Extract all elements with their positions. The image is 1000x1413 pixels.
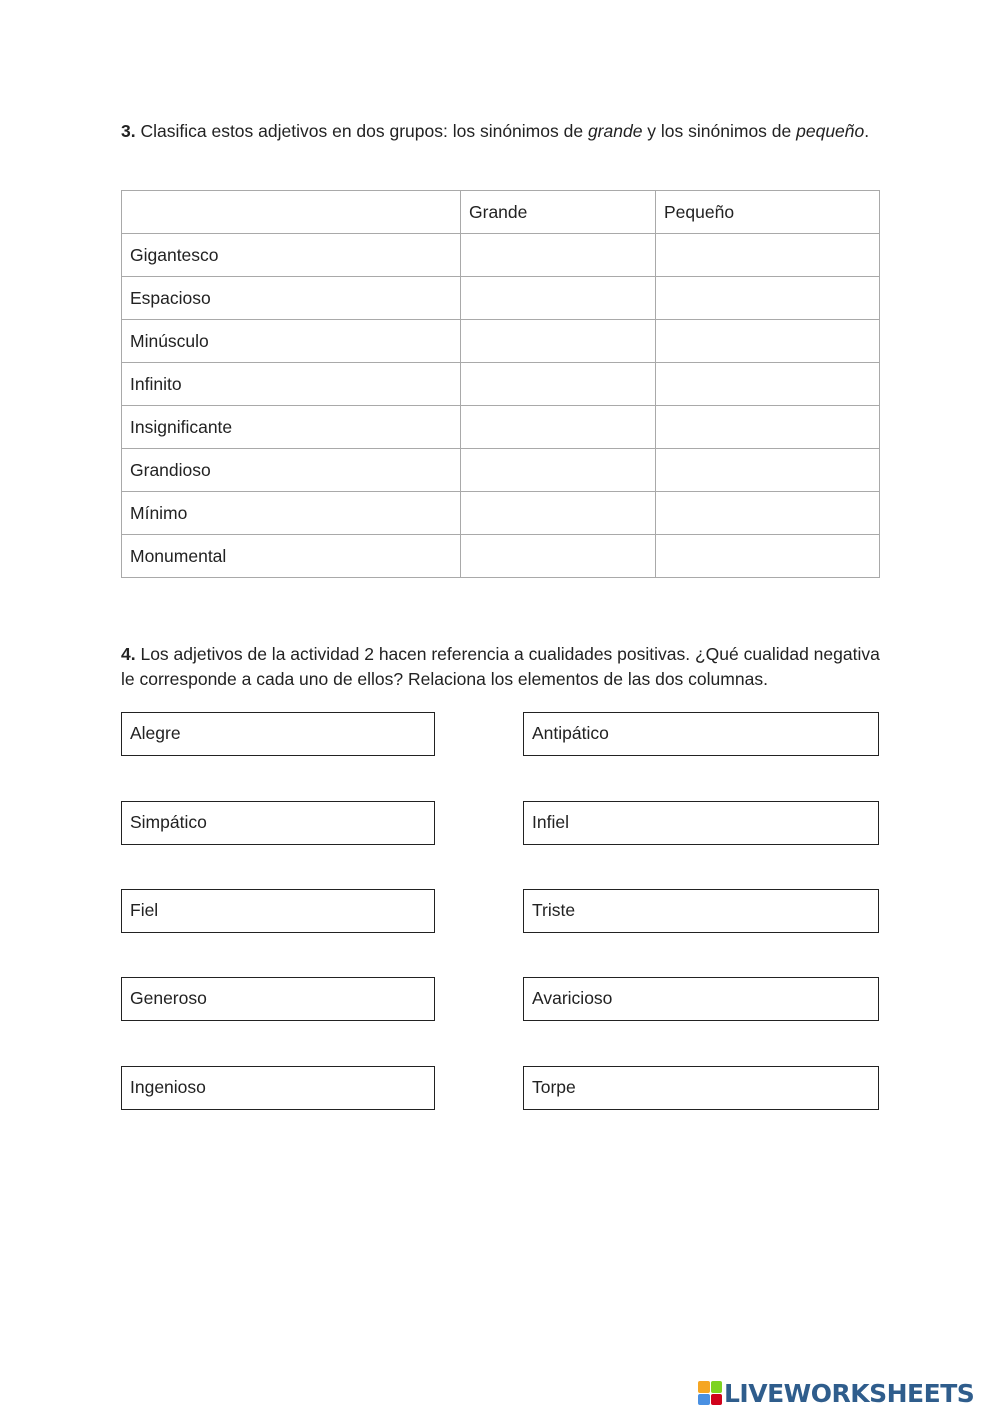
logo-square-3: [698, 1394, 710, 1406]
exercise-3-text-a: Clasifica estos adjetivos en dos grupos: los sinónimos de: [135, 121, 588, 141]
table-header-row: [122, 191, 880, 234]
table-row: [122, 320, 880, 363]
adjective-cell: Monumental: [122, 535, 461, 578]
match-right-item[interactable]: Torpe: [523, 1066, 879, 1110]
adjective-cell: Minúsculo: [122, 320, 461, 363]
exercise-3-number: 3.: [121, 121, 136, 141]
match-left-item[interactable]: Ingenioso: [121, 1066, 435, 1110]
exercise-3-instructions: [121, 119, 881, 144]
exercise-4-instructions: [121, 642, 881, 692]
match-left-item[interactable]: Generoso: [121, 977, 435, 1021]
table-row: [122, 406, 880, 449]
grande-answer-cell[interactable]: [461, 234, 656, 277]
pequeno-answer-cell[interactable]: [656, 535, 880, 578]
grande-answer-cell[interactable]: [461, 320, 656, 363]
table-row: [122, 492, 880, 535]
adjective-cell: Grandioso: [122, 449, 461, 492]
adjective-cell: Infinito: [122, 363, 461, 406]
table-row: [122, 535, 880, 578]
match-left-item[interactable]: Simpático: [121, 801, 435, 845]
header-cell-pequeno: Pequeño: [656, 191, 880, 234]
logo-square-1: [698, 1381, 710, 1393]
match-right-item[interactable]: Avaricioso: [523, 977, 879, 1021]
exercise-3-word-pequeno: pequeño: [796, 121, 865, 141]
match-left-item[interactable]: Alegre: [121, 712, 435, 756]
adjective-cell: Gigantesco: [122, 234, 461, 277]
adjective-cell: Espacioso: [122, 277, 461, 320]
exercise-3-word-grande: grande: [587, 121, 643, 141]
pequeno-answer-cell[interactable]: [656, 406, 880, 449]
pequeno-answer-cell[interactable]: [656, 492, 880, 535]
match-right-item[interactable]: Triste: [523, 889, 879, 933]
table-row: [122, 277, 880, 320]
pequeno-answer-cell[interactable]: [656, 277, 880, 320]
match-right-item[interactable]: Infiel: [523, 801, 879, 845]
header-cell-adjective: [122, 191, 461, 234]
grande-answer-cell[interactable]: [461, 277, 656, 320]
table-row: [122, 363, 880, 406]
pequeno-answer-cell[interactable]: [656, 234, 880, 277]
match-right-item[interactable]: Antipático: [523, 712, 879, 756]
exercise-3-text-b: y los sinónimos de: [642, 121, 797, 141]
table-row: [122, 234, 880, 277]
logo-grid-icon: [698, 1381, 722, 1405]
grande-answer-cell[interactable]: [461, 492, 656, 535]
exercise-4-number: 4.: [121, 644, 136, 664]
logo-text: LIVEWORKSHEETS: [724, 1378, 975, 1408]
grande-answer-cell[interactable]: [461, 363, 656, 406]
grande-answer-cell[interactable]: [461, 449, 656, 492]
table-row: [122, 449, 880, 492]
grande-answer-cell[interactable]: [461, 406, 656, 449]
exercise-4-text: Los adjetivos de la actividad 2 hacen referencia a cualidades positivas. ¿Qué cualidad negativa le corresponde a cada uno de ellos? Relaciona los elementos de las dos columnas.: [121, 644, 880, 689]
logo-square-4: [711, 1394, 723, 1406]
liveworksheets-logo: [698, 1377, 974, 1409]
classification-table: [121, 190, 880, 578]
header-cell-grande: Grande: [461, 191, 656, 234]
exercise-3-text-c: .: [864, 121, 870, 141]
pequeno-answer-cell[interactable]: [656, 449, 880, 492]
adjective-cell: Insignificante: [122, 406, 461, 449]
grande-answer-cell[interactable]: [461, 535, 656, 578]
pequeno-answer-cell[interactable]: [656, 363, 880, 406]
adjective-cell: Mínimo: [122, 492, 461, 535]
logo-square-2: [711, 1381, 723, 1393]
pequeno-answer-cell[interactable]: [656, 320, 880, 363]
match-left-item[interactable]: Fiel: [121, 889, 435, 933]
